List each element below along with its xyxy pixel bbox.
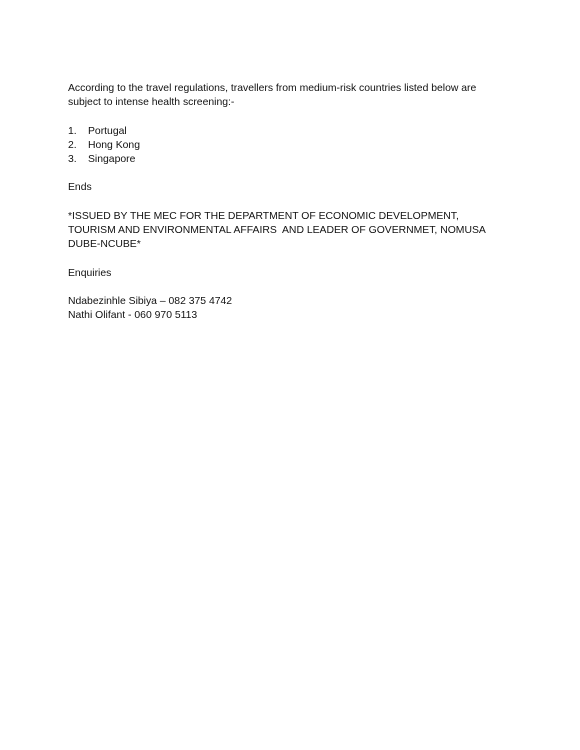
issued-line: *ISSUED BY THE MEC FOR THE DEPARTMENT OF ECONOMIC DEVELOPMENT, — [68, 210, 459, 222]
list-item-country: Hong Kong — [88, 139, 140, 151]
issued-line: TOURISM AND ENVIRONMENTAL AFFAIRS AND LEADER OF GOVERNMET, NOMUSA — [68, 225, 486, 237]
list-item-number: 1. — [68, 125, 77, 137]
list-item — [68, 153, 498, 167]
issued-line: DUBE-NCUBE* — [68, 239, 141, 251]
ends-text: Ends — [68, 182, 92, 194]
issued-by-statement — [68, 210, 498, 253]
list-item-number: 2. — [68, 139, 77, 151]
list-item-country: Portugal — [88, 125, 127, 137]
enquiries-heading: Enquiries — [68, 267, 112, 279]
intro-paragraph: According to the travel regulations, travellers from medium-risk countries listed below are subject to intense health screening:- — [68, 83, 477, 109]
contact-line: Ndabezinhle Sibiya – 082 375 4742 — [68, 295, 233, 307]
list-item-country: Singapore — [88, 154, 136, 166]
contacts-list — [68, 295, 498, 324]
contact-line: Nathi Olifant - 060 970 5113 — [68, 310, 198, 322]
list-item — [68, 125, 498, 139]
list-item — [68, 139, 498, 153]
list-item-number: 3. — [68, 154, 77, 166]
document-page — [68, 82, 498, 324]
country-list — [68, 125, 498, 168]
